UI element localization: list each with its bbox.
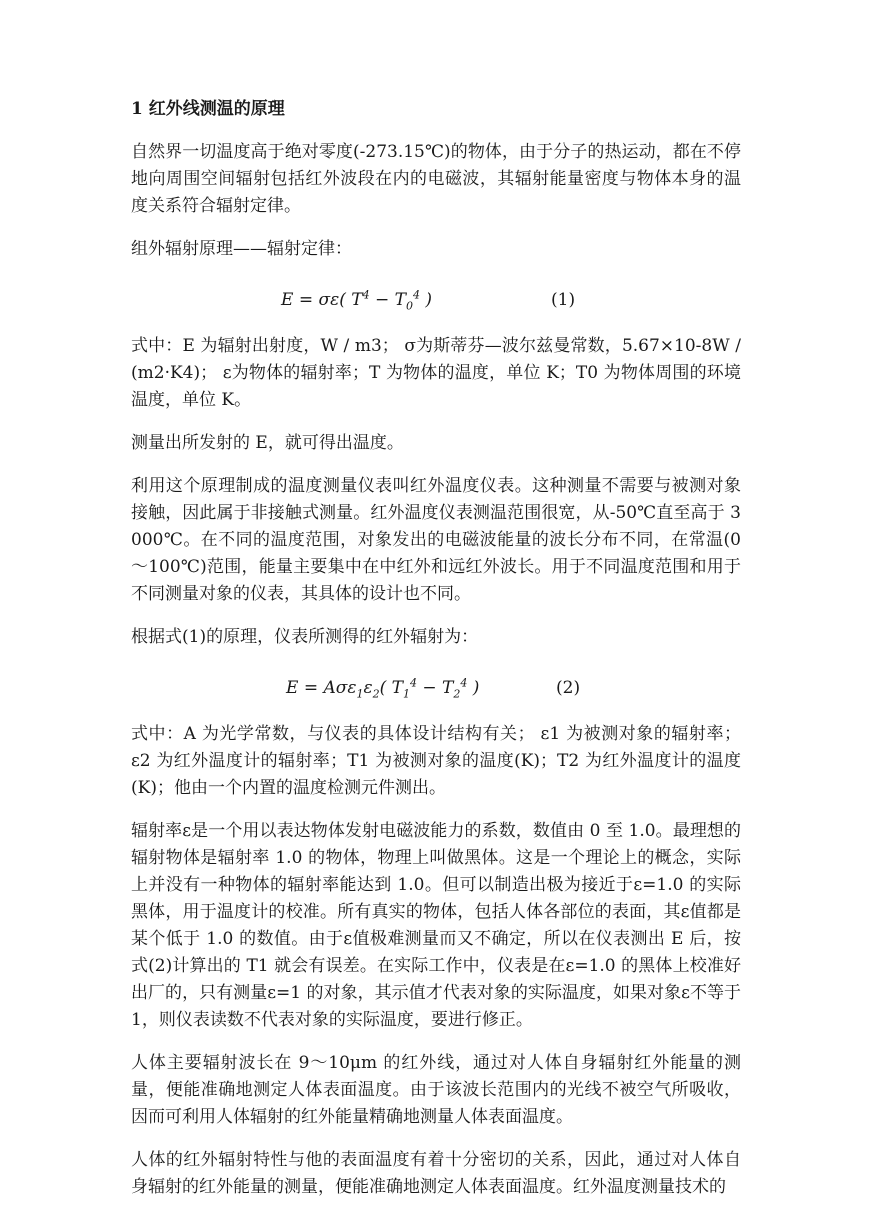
paragraph-formula-2-intro: 根据式(1)的原理，仪表所测得的红外辐射为： xyxy=(131,627,479,647)
formula-2 xyxy=(131,667,741,707)
formula-1-expression: E = σε( $T^4 - T_0^4$ ) xyxy=(281,288,433,313)
formula-1-number: (1) xyxy=(551,290,576,310)
section-heading: 1 红外线测温的原理 xyxy=(131,99,285,119)
paragraph-human-radiation: 人体的红外辐射特性与他的表面温度有着十分密切的关系，因此，通过对人体自身辐射的红外能量的测量，便能准确地测定人体表面温度。红外温度测量技术的 xyxy=(131,1150,741,1197)
formula-2-expression: $E = A\sigma\varepsilon_1\varepsilon_2$( $T_1^4 - T_2^4$ ) xyxy=(286,676,480,701)
paragraph-measure: 测量出所发射的 E，就可得出温度。 xyxy=(131,433,404,453)
document-page xyxy=(131,96,741,1217)
paragraph-law-title: 组外辐射原理——辐射定律： xyxy=(131,239,352,259)
paragraph-instrument: 利用这个原理制成的温度测量仪表叫红外温度仪表。这种测量不需要与被测对象接触，因此属于非接触式测量。红外温度仪表测温范围很宽，从-50℃直至高于 3 000℃。在不同的温度范围，对象发出的电磁波能量的波长分布不同，在常温(0～100℃)范围，能量主要集中在中红外和远红外波长。用于不同温度范围和用于不同测量对象的仪表，其具体的设计也不同。 xyxy=(131,476,741,604)
formula-2-number: (2) xyxy=(556,678,581,698)
paragraph-human-wavelength: 人体主要辐射波长在 9～10μm 的红外线，通过对人体自身辐射红外能量的测量，便能准确地测定人体表面温度。由于该波长范围内的光线不被空气所吸收，因而可利用人体辐射的红外能量精确地测量人体表面温度。 xyxy=(131,1053,741,1127)
formula-1 xyxy=(131,279,741,319)
paragraph-intro: 自然界一切温度高于绝对零度(-273.15℃)的物体，由于分子的热运动，都在不停地向周围空间辐射包括红外波段在内的电磁波，其辐射能量密度与物体本身的温度关系符合辐射定律。 xyxy=(131,142,741,216)
paragraph-formula-2-legend: 式中：A 为光学常数，与仪表的具体设计结构有关； ε1 为被测对象的辐射率； ε2 为红外温度计的辐射率；T1 为被测对象的温度(K)；T2 为红外温度计的温度(K)；他由一个内置的温度检测元件测出。 xyxy=(131,724,741,798)
paragraph-formula-1-legend: 式中：E 为辐射出射度，W / m3； σ为斯蒂芬—波尔兹曼常数，5.67×10-8W / (m2·K4)； ε为物体的辐射率；T 为物体的温度，单位 K；T0 为物体周围的环境温度，单位 K。 xyxy=(131,336,741,410)
paragraph-emissivity: 辐射率ε是一个用以表达物体发射电磁波能力的系数，数值由 0 至 1.0。最理想的辐射物体是辐射率 1.0 的物体，物理上叫做黑体。这是一个理论上的概念，实际上并没有一种物体的辐射率能达到 1.0。但可以制造出极为接近于ε=1.0 的实际黑体，用于温度计的校准。所有真实的物体，包括人体各部位的表面，其ε值都是某个低于 1.0 的数值。由于ε值极难测量而又不确定，所以在仪表测出 E 后，按式(2)计算出的 T1 就会有误差。在实际工作中，仪表是在ε=1.0 的黑体上校准好出厂的，只有测量ε=1 的对象，其示值才代表对象的实际温度，如果对象ε不等于 1，则仪表读数不代表对象的实际温度，要进行修正。 xyxy=(131,821,741,1030)
